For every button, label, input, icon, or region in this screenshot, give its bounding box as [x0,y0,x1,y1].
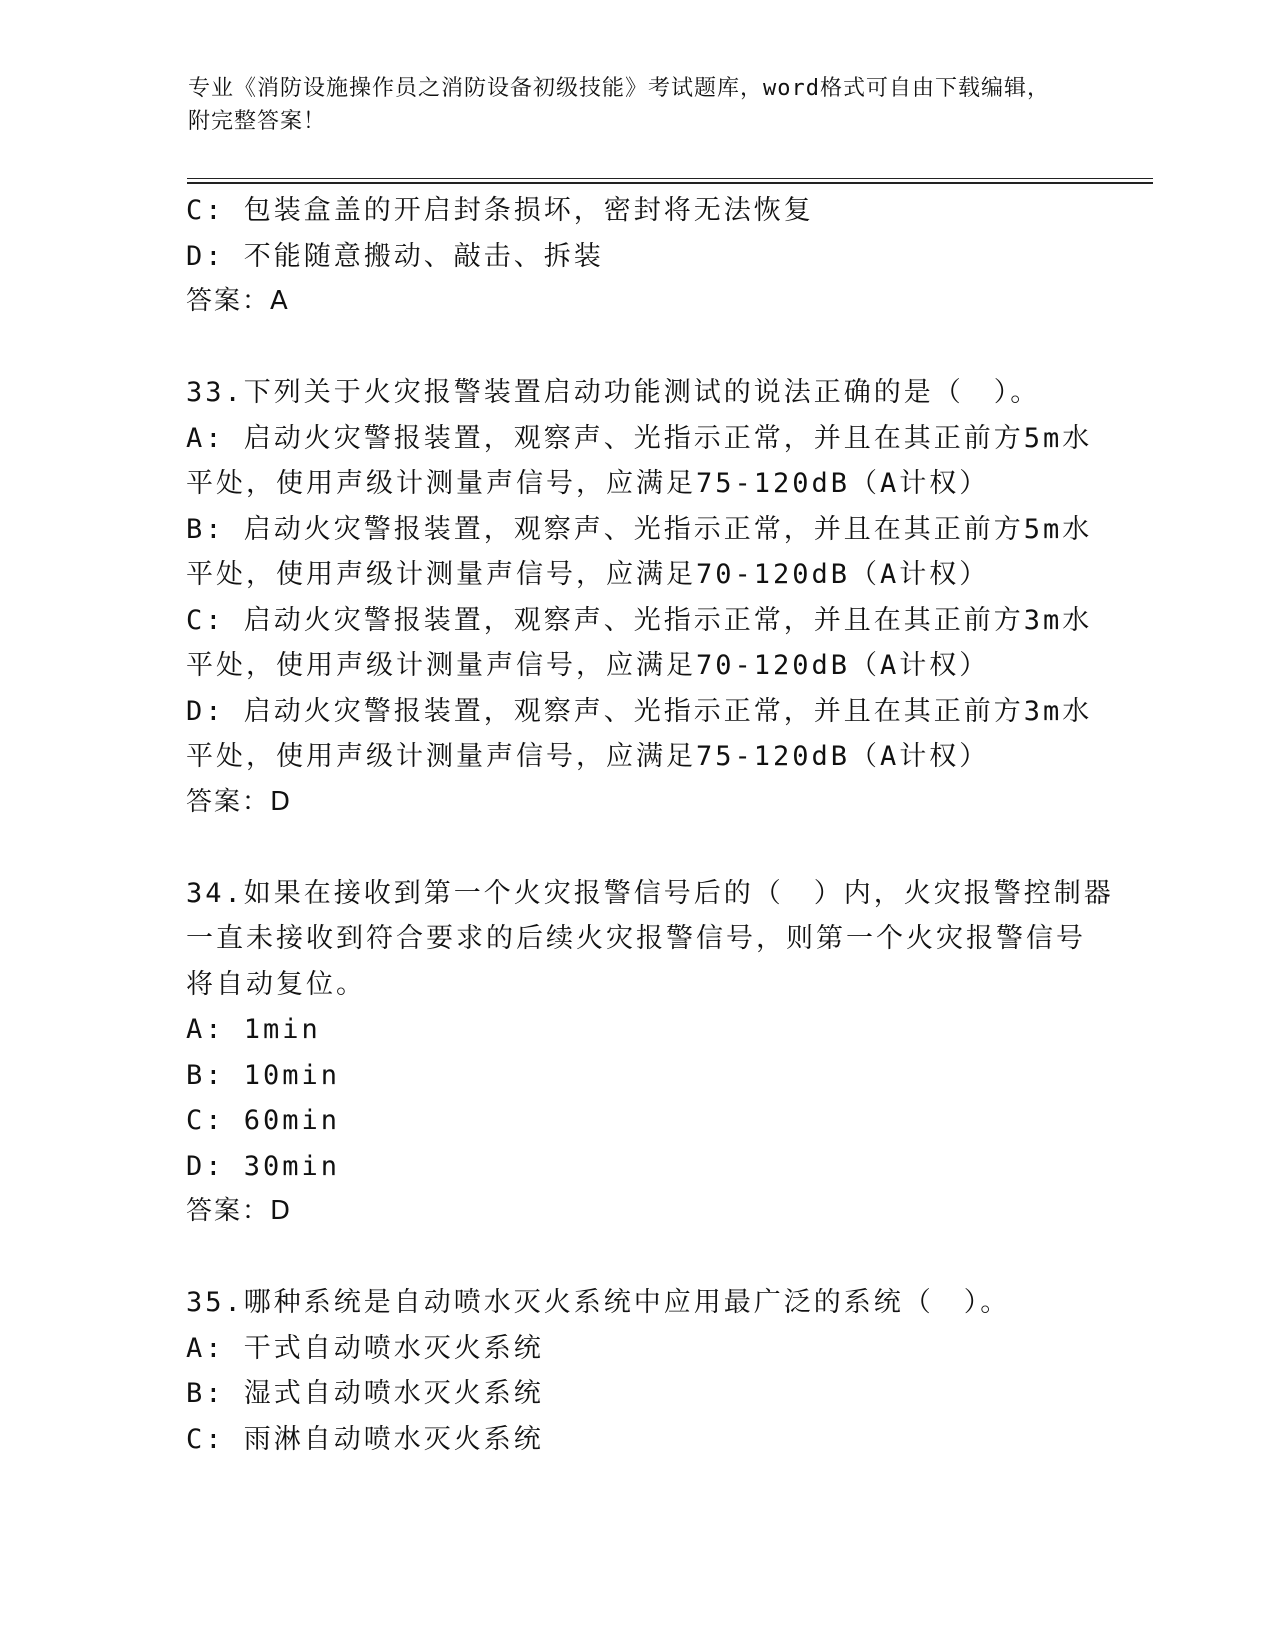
option-b: B: 湿式自动喷水灭火系统 [186,1378,544,1409]
option-a-continued: 平处，使用声级计测量声信号，应满足75-120dB（A计权） [186,468,990,499]
option-d: D: 不能随意搬动、敲击、拆装 [186,240,604,272]
question-35 [186,1280,1086,1462]
question-stem-continued: 一直未接收到符合要求的后续火灾报警信号，则第一个火灾报警信号 [186,923,1086,954]
answer-line: 答案：A [186,286,290,316]
spacer [186,1235,1086,1281]
header-divider-thin [187,178,1153,179]
question-content [186,188,1114,1462]
page-header: 专业《消防设施操作员之消防设备初级技能》考试题库，word格式可自由下载编辑，附完整答案！ [188,76,1050,134]
header-divider-thick [187,182,1153,184]
question-33 [186,370,1093,825]
answer-line: 答案：D [186,786,293,817]
option-b: B: 启动火灾警报装置，观察声、光指示正常，并且在其正前方5m水 [186,513,1093,545]
option-a: A: 启动火灾警报装置，观察声、光指示正常，并且在其正前方5m水 [186,422,1093,454]
previous-question-tail [186,188,1086,325]
option-b-continued: 平处，使用声级计测量声信号，应满足70-120dB（A计权） [186,559,990,590]
question-stem-continued: 将自动复位。 [186,968,366,1000]
question-stem: 34.如果在接收到第一个火灾报警信号后的（ ）内，火灾报警控制器 [186,877,1114,909]
option-c: C: 启动火灾警报装置，观察声、光指示正常，并且在其正前方3m水 [186,604,1093,636]
option-c-continued: 平处，使用声级计测量声信号，应满足70-120dB（A计权） [186,650,990,681]
question-stem: 33.下列关于火灾报警装置启动功能测试的说法正确的是（ ）。 [186,377,1041,408]
option-d: D: 30min [186,1150,341,1182]
option-d: D: 启动火灾警报装置，观察声、光指示正常，并且在其正前方3m水 [186,695,1093,727]
option-c: C: 包装盒盖的开启封条损坏，密封将无法恢复 [186,195,814,226]
option-a: A: 干式自动喷水灭火系统 [186,1332,544,1364]
question-stem: 35.哪种系统是自动喷水灭火系统中应用最广泛的系统（ ）。 [186,1287,1011,1318]
spacer [186,825,1086,871]
option-b: B: 10min [186,1059,341,1091]
option-a: A: 1min [186,1014,321,1045]
option-c: C: 雨淋自动喷水灭火系统 [186,1423,544,1455]
question-34 [186,871,1114,1235]
spacer [186,325,1086,371]
answer-line: 答案：D [186,1196,293,1226]
option-c: C: 60min [186,1105,341,1136]
option-d-continued: 平处，使用声级计测量声信号，应满足75-120dB（A计权） [186,741,990,772]
